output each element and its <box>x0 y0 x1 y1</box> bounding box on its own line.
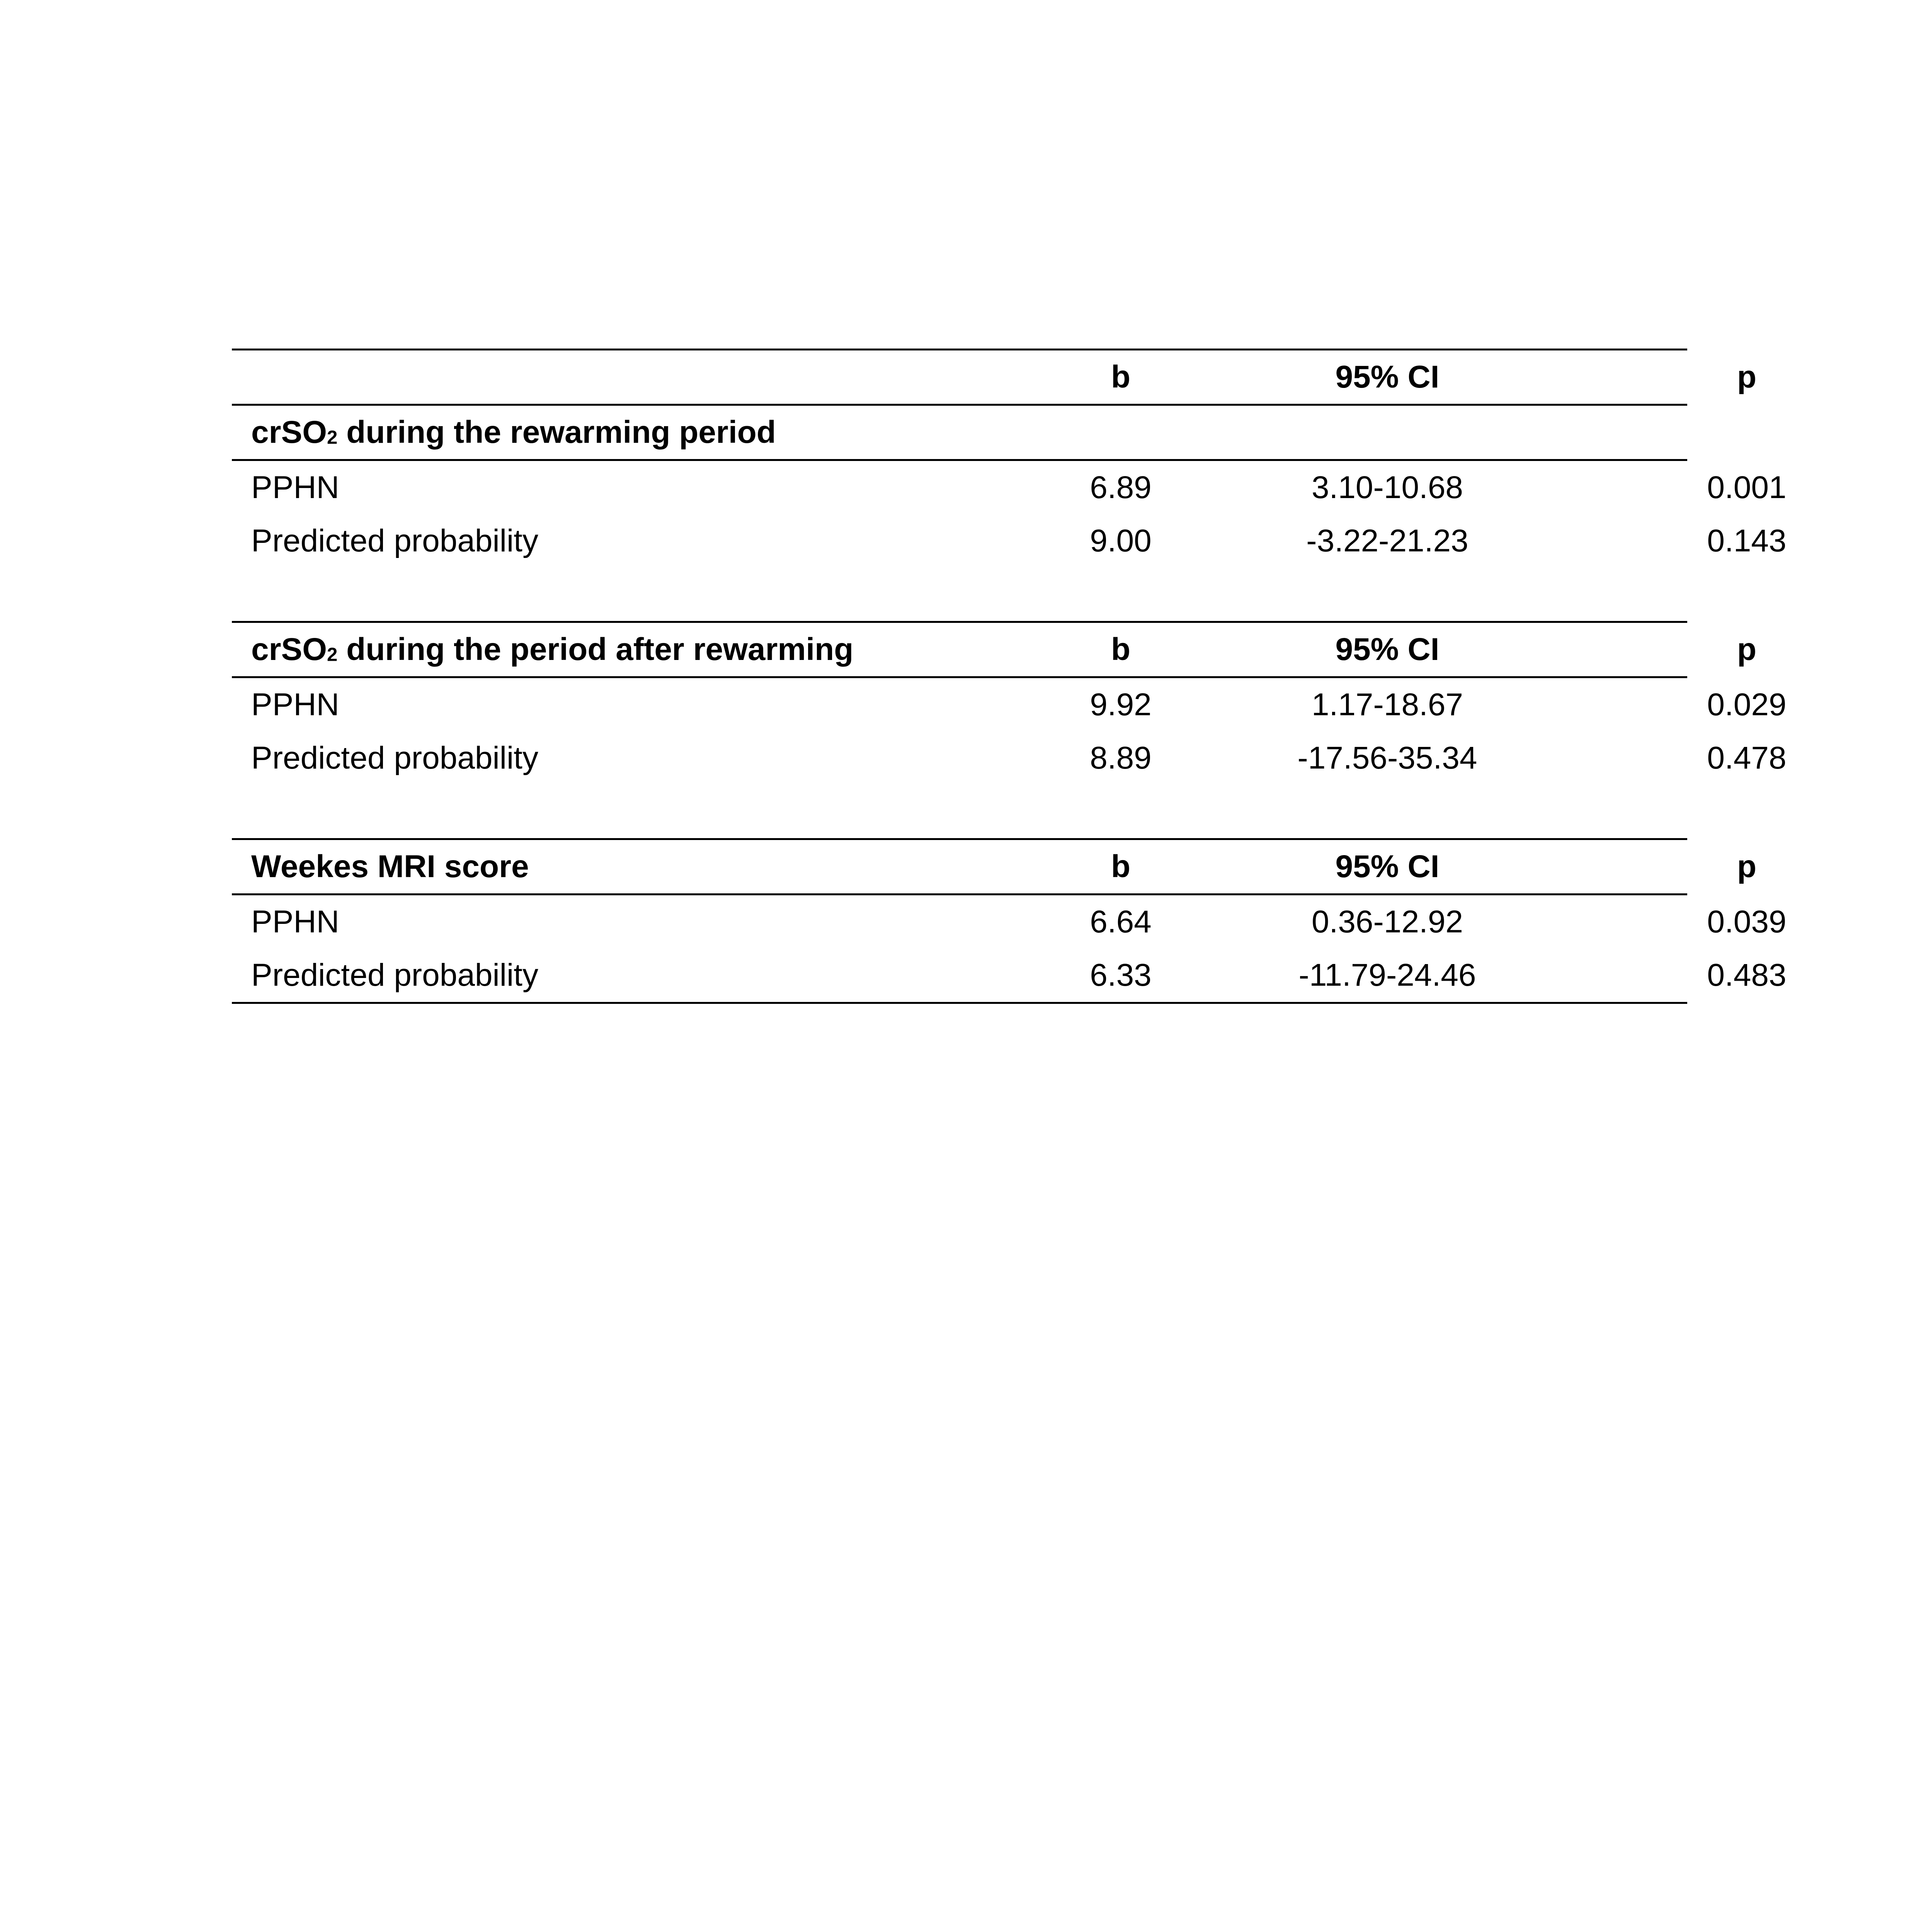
section-title: crSO$_2$ during the rewarming period <box>251 415 776 450</box>
table-header-row <box>232 349 1757 404</box>
cell-p: 0.001 <box>1707 470 1787 505</box>
results-table <box>232 349 1787 1004</box>
table-row <box>232 893 1787 949</box>
column-header-p: p <box>1737 849 1757 884</box>
cell-ci: 1.17-18.67 <box>1311 687 1463 722</box>
cell-b: 6.64 <box>1090 904 1152 939</box>
spacer <box>232 785 1687 838</box>
section-title-row <box>232 838 1757 893</box>
cell-b: 8.89 <box>1090 740 1152 776</box>
column-header-b: b <box>1111 632 1131 667</box>
table-row <box>232 731 1787 785</box>
cell-p: 0.039 <box>1707 904 1787 939</box>
row-label: Predicted probability <box>251 957 538 993</box>
table-row <box>232 676 1787 731</box>
cell-p: 0.143 <box>1707 523 1787 558</box>
cell-ci: 3.10-10.68 <box>1311 470 1463 505</box>
cell-p: 0.029 <box>1707 687 1787 722</box>
spacer <box>232 568 1687 621</box>
section-title: crSO$_2$ during the period after rewarming <box>251 632 854 667</box>
column-header-ci: 95% CI <box>1335 359 1440 395</box>
column-header-b: b <box>1111 849 1131 884</box>
cell-p: 0.483 <box>1707 957 1787 993</box>
column-header-b: b <box>1111 359 1131 395</box>
row-label: PPHN <box>251 470 339 505</box>
section-title-row <box>232 404 1687 459</box>
cell-b: 9.00 <box>1090 523 1152 558</box>
column-header-ci: 95% CI <box>1335 849 1440 884</box>
section-title-row <box>232 621 1757 676</box>
row-label: PPHN <box>251 904 339 939</box>
table-row <box>232 459 1787 514</box>
cell-ci: -11.79-24.46 <box>1298 957 1476 993</box>
cell-ci: -3.22-21.23 <box>1306 523 1468 558</box>
column-header-p: p <box>1737 359 1757 395</box>
column-header-ci: 95% CI <box>1335 632 1440 667</box>
row-label: Predicted probability <box>251 740 538 776</box>
cell-b: 9.92 <box>1090 687 1152 722</box>
table-bottom-rule <box>232 1002 1687 1004</box>
table-row <box>232 514 1787 568</box>
table-row <box>232 949 1787 1002</box>
cell-p: 0.478 <box>1707 740 1787 776</box>
section-title: Weekes MRI score <box>251 849 529 884</box>
cell-b: 6.33 <box>1090 957 1152 993</box>
cell-ci: -17.56-35.34 <box>1297 740 1477 776</box>
row-label: Predicted probability <box>251 523 538 558</box>
cell-b: 6.89 <box>1090 470 1152 505</box>
cell-ci: 0.36-12.92 <box>1311 904 1463 939</box>
row-label: PPHN <box>251 687 339 722</box>
column-header-p: p <box>1737 632 1757 667</box>
